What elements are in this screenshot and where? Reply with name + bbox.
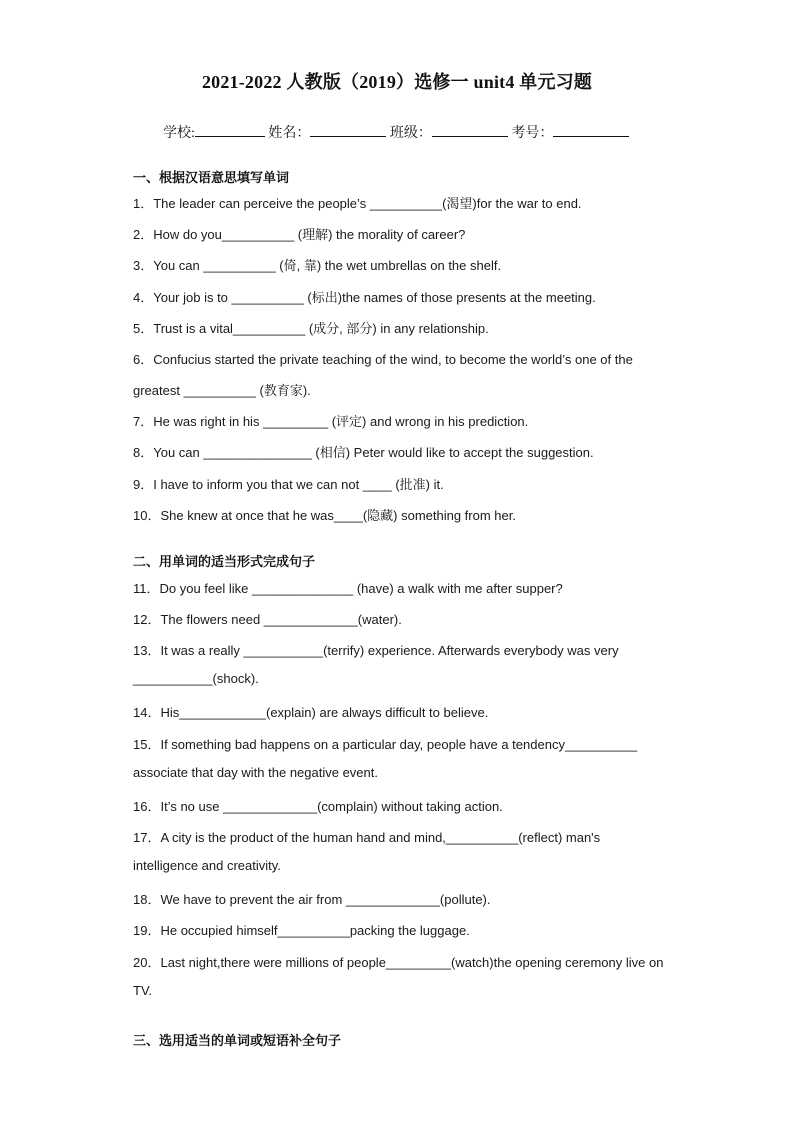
exam-number-blank: [553, 122, 629, 137]
question-14: 14．His____________(explain) are always difficult to believe.: [133, 705, 489, 720]
question-10: 10．She knew at once that he was____(隐藏) something from her.: [133, 508, 516, 523]
page-title: 2021-2022 人教版（2019）选修一 unit4 单元习题: [201, 72, 593, 92]
question-17: 17．A city is the product of the human hand and mind,__________(reflect) man's: [133, 830, 601, 845]
question-20-continued: TV.: [133, 983, 153, 998]
class-label: 班级：: [389, 126, 432, 141]
question-5: 5．Trust is a vital__________ (成分, 部分) in any relationship.: [133, 321, 489, 336]
question-18: 18．We have to prevent the air from _____________(pollute).: [133, 892, 491, 907]
question-13: 13．It was a really ___________(terrify) experience. Afterwards everybody was very: [133, 643, 619, 658]
question-11: 11．Do you feel like ______________ (have) a walk with me after supper?: [133, 581, 563, 596]
name-blank: [310, 122, 386, 137]
question-4: 4．Your job is to __________ (标出)the names of those presents at the meeting.: [133, 290, 596, 305]
school-blank: [195, 122, 265, 137]
student-info-row: [163, 122, 629, 142]
question-3: 3．You can __________ (倚, 靠) the wet umbrellas on the shelf.: [133, 258, 502, 273]
question-20: 20．Last night,there were millions of people_________(watch)the opening ceremony live on: [133, 955, 664, 970]
exam-number-label: 考号：: [511, 126, 554, 141]
question-15: 15．If something bad happens on a particular day, people have a tendency__________: [133, 737, 638, 752]
question-8: 8．You can _______________ (相信) Peter would like to accept the suggestion.: [133, 445, 594, 460]
question-2: 2．How do you__________ (理解) the morality of career?: [133, 227, 466, 242]
section-heading-3: 三、选用适当的单词或短语补全句子: [133, 1034, 342, 1049]
question-1: 1．The leader can perceive the people’s __________(渴望)for the war to end.: [133, 196, 582, 211]
question-13-continued: ___________(shock).: [133, 671, 259, 686]
section-heading-2: 二、用单词的适当形式完成句子: [133, 555, 316, 570]
question-16: 16．It’s no use _____________(complain) without taking action.: [133, 799, 503, 814]
question-15-continued: associate that day with the negative event.: [133, 765, 378, 780]
school-label: 学校:: [163, 126, 195, 141]
section-heading-1: 一、根据汉语意思填写单词: [133, 171, 290, 186]
question-9: 9．I have to inform you that we can not ____ (批准) it.: [133, 477, 444, 492]
question-6: 6．Confucius started the private teaching of the wind, to become the world’s one of the: [133, 352, 633, 367]
question-17-continued: intelligence and creativity.: [133, 858, 281, 873]
question-19: 19．He occupied himself__________packing the luggage.: [133, 923, 470, 938]
name-label: 姓名：: [268, 126, 311, 141]
question-12: 12．The flowers need _____________(water).: [133, 612, 402, 627]
class-blank: [432, 122, 508, 137]
question-6-continued: greatest __________ (教育家).: [133, 383, 311, 398]
question-7: 7．He was right in his _________ (评定) and wrong in his prediction.: [133, 414, 529, 429]
